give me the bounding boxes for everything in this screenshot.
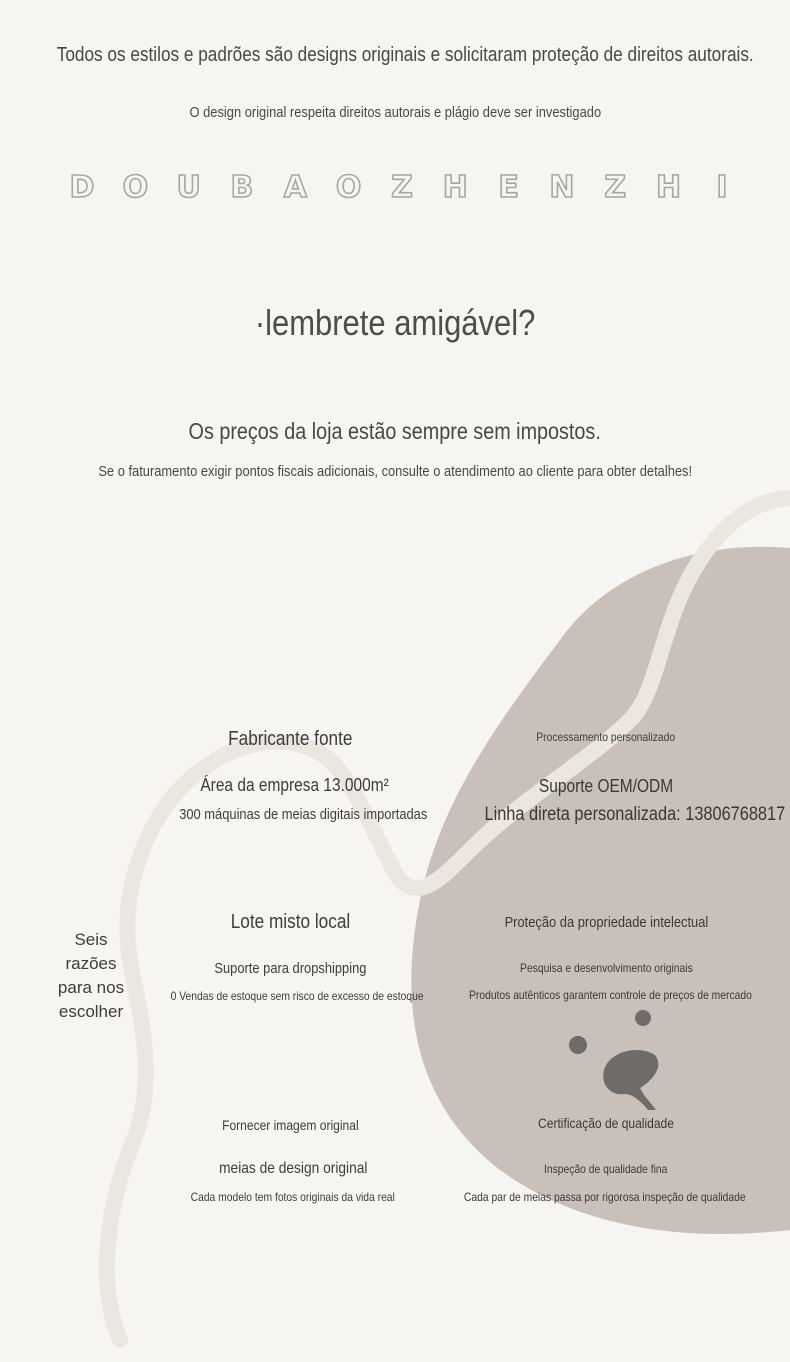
local-batch-title: Lote misto local	[230, 911, 350, 933]
brand-letter: O	[122, 170, 149, 205]
brand-letter: H	[442, 170, 468, 205]
brand-wordmark	[62, 170, 742, 205]
authentic-products-note: Produtos autênticos garantem controle de preços de mercado	[469, 988, 752, 1002]
tax-free-price-note: Os preços da loja estão sempre sem impostos.	[188, 418, 602, 444]
invoice-note: Se o faturamento exigir pontos fiscais adicionais, consulte o atendimento ao cliente para obter detalhes!	[98, 463, 692, 480]
copyright-notice: Todos os estilos e padrões são designs originais e solicitaram proteção de direitos autorais.	[56, 44, 754, 66]
quality-certification-title: Certificação de qualidade	[538, 1115, 674, 1131]
copyright-subnotice: O design original respeita direitos autorais e plágio deve ser investigado	[189, 104, 601, 121]
six-reasons-label: Seis razões para nos escolher	[57, 930, 125, 1021]
brand-letter: D	[69, 170, 95, 205]
original-image-title: Fornecer imagem original	[221, 1117, 359, 1133]
custom-hotline: Linha direta personalizada: 13806768817	[484, 804, 786, 825]
fine-inspection: Inspeção de qualidade fina	[544, 1162, 668, 1176]
brand-letter: E	[498, 170, 519, 205]
original-design-socks: meias de design original	[218, 1160, 368, 1177]
brand-letter: U	[176, 170, 201, 205]
dot-1	[569, 1036, 587, 1054]
brand-letter: A	[283, 170, 307, 205]
brand-letter: O	[335, 170, 362, 205]
brand-letter: N	[549, 170, 575, 205]
brand-letter: H	[656, 170, 682, 205]
dropshipping-support: Suporte para dropshipping	[213, 960, 367, 977]
source-factory-area: Área da empresa 13.000m²	[200, 775, 390, 795]
reminder-title: ·lembrete amigável?	[254, 302, 536, 343]
ip-protection-title: Proteção da propriedade intelectual	[504, 914, 708, 931]
brand-letter: B	[230, 170, 254, 205]
source-factory-title: Fabricante fonte	[227, 728, 353, 750]
real-photos-note: Cada modelo tem fotos originais da vida real	[190, 1190, 396, 1204]
custom-processing-title: Processamento personalizado	[536, 730, 676, 744]
stock-sales-note: 0 Vendas de estoque sem risco de excesso de estoque	[170, 989, 424, 1003]
dot-2	[635, 1010, 651, 1026]
rigorous-inspection-note: Cada par de meias passa por rigorosa inspeção de qualidade	[464, 1190, 746, 1204]
brand-letter: Z	[604, 170, 627, 205]
original-rnd: Pesquisa e desenvolvimento originais	[519, 961, 693, 975]
brand-letter: I	[716, 170, 728, 205]
source-factory-machines: 300 máquinas de meias digitais importadas	[178, 806, 428, 823]
oem-odm-support: Suporte OEM/ODM	[538, 776, 674, 796]
brand-letter: Z	[391, 170, 413, 205]
